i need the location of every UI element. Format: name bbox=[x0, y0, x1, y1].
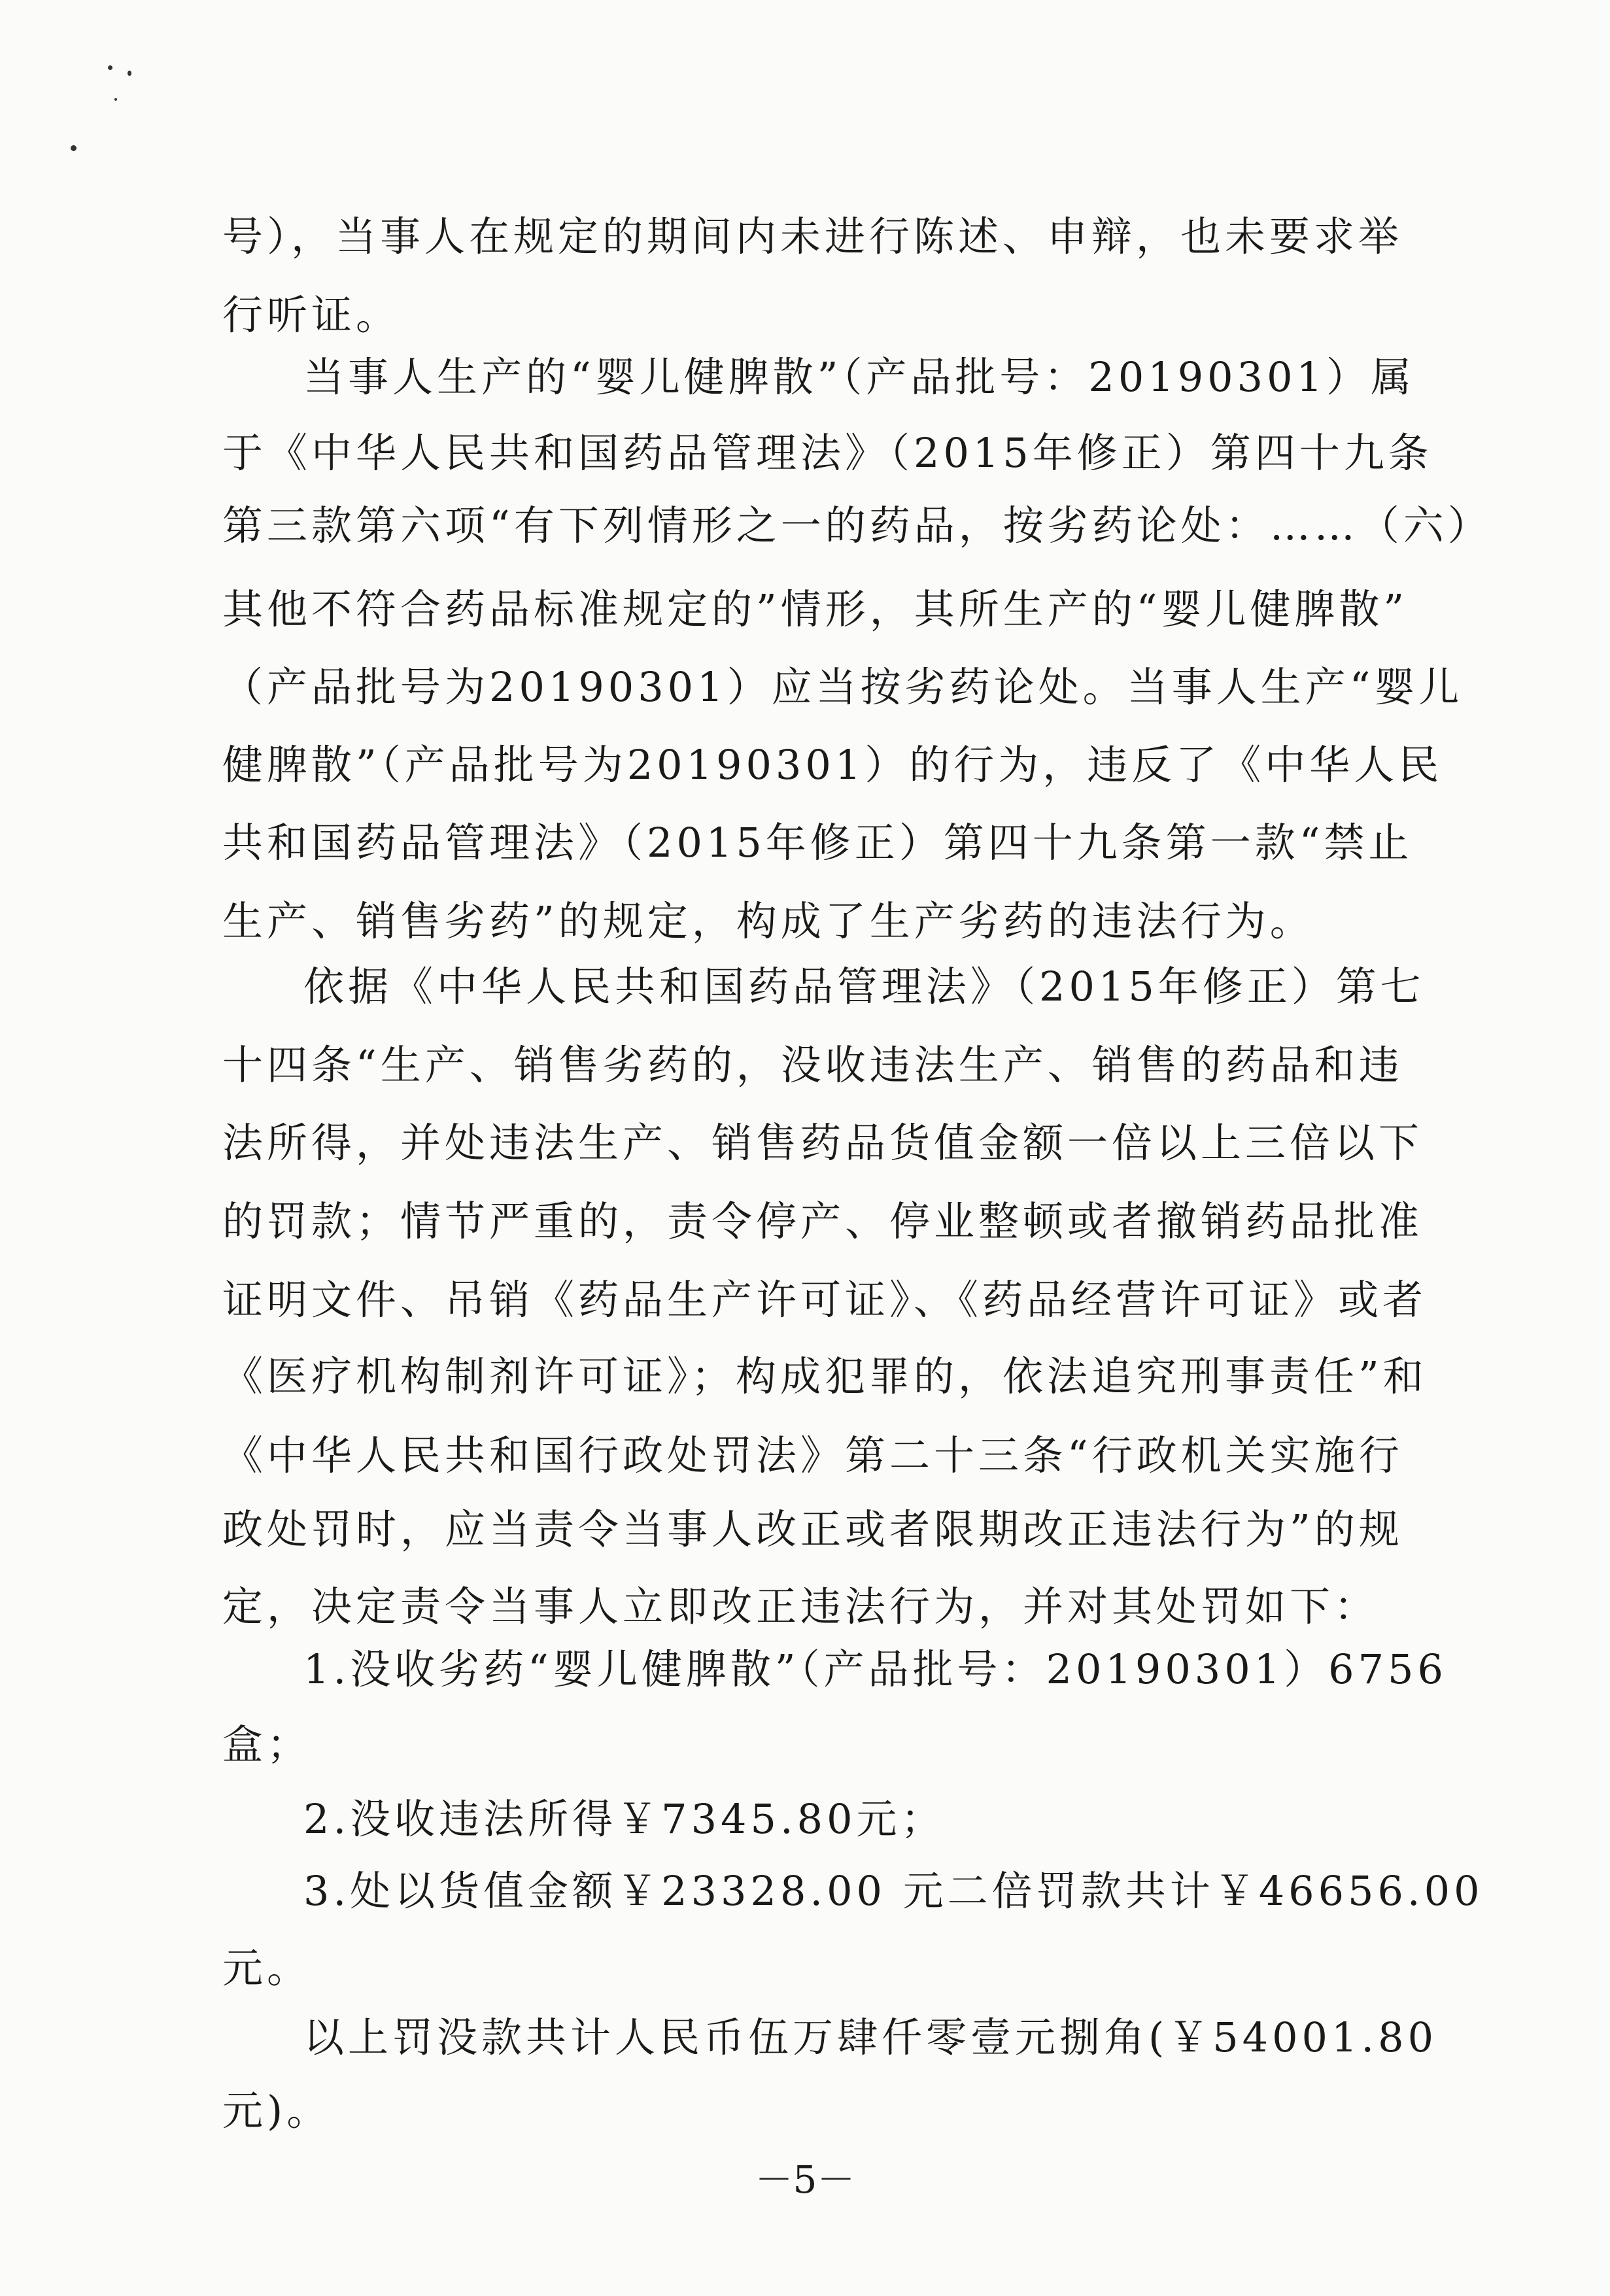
text-line: （产品批号为20190301）应当按劣药论处。当事人生产“婴儿 bbox=[222, 663, 1464, 711]
text-line: 行听证。 bbox=[222, 291, 401, 339]
penalty-item: 2.没收违法所得￥7345.80元； bbox=[303, 1795, 946, 1843]
penalty-item: 1.没收劣药“婴儿健脾散”（产品批号：20190301）6756 bbox=[303, 1645, 1447, 1693]
penalty-item: 3.处以货值金额￥23328.00 元二倍罚款共计￥46656.00 bbox=[303, 1867, 1484, 1915]
text-line: 盒； bbox=[222, 1721, 312, 1768]
text-line: 健脾散”（产品批号为20190301）的行为，违反了《中华人民 bbox=[222, 741, 1443, 789]
text-line: 《中华人民共和国行政处罚法》第二十三条“行政机关实施行 bbox=[222, 1431, 1403, 1479]
text-line: 定，决定责令当事人立即改正违法行为，并对其处罚如下： bbox=[222, 1583, 1379, 1630]
text-line: 共和国药品管理法》（2015年修正）第四十九条第一款“禁止 bbox=[222, 819, 1413, 866]
page-number: －5－ bbox=[755, 2157, 855, 2202]
text-line: 的罚款；情节严重的，责令停产、停业整顿或者撤销药品批准 bbox=[222, 1197, 1424, 1245]
text-line: 依据《中华人民共和国药品管理法》（2015年修正）第七 bbox=[303, 963, 1425, 1010]
text-line: 法所得，并处违法生产、销售药品货值金额一倍以上三倍以下 bbox=[222, 1119, 1424, 1167]
text-line: 其他不符合药品标准规定的”情形，其所生产的“婴儿健脾散” bbox=[222, 585, 1409, 633]
text-line: 元。 bbox=[222, 1944, 312, 1992]
text-line: 政处罚时，应当责令当事人改正或者限期改正违法行为”的规 bbox=[222, 1505, 1403, 1553]
text-line: 十四条“生产、销售劣药的，没收违法生产、销售的药品和违 bbox=[222, 1041, 1403, 1089]
text-line: 生产、销售劣药”的规定，构成了生产劣药的违法行为。 bbox=[222, 897, 1314, 945]
penalty-total: 以上罚没款共计人民币伍万肆仟零壹元捌角(￥54001.80 bbox=[303, 2013, 1438, 2061]
text-line: 《医疗机构制剂许可证》；构成犯罪的，依法追究刑事责任”和 bbox=[222, 1352, 1428, 1400]
text-line: 号），当事人在规定的期间内未进行陈述、申辩，也未要求举 bbox=[222, 213, 1403, 260]
text-line: 当事人生产的“婴儿健脾散”（产品批号：20190301）属 bbox=[303, 353, 1415, 401]
text-line: 于《中华人民共和国药品管理法》（2015年修正）第四十九条 bbox=[222, 429, 1433, 477]
text-line: 元)。 bbox=[222, 2087, 332, 2134]
text-line: 第三款第六项“有下列情形之一的药品，按劣药论处：……（六） bbox=[222, 502, 1492, 549]
text-line: 证明文件、吊销《药品生产许可证》、《药品经营许可证》或者 bbox=[222, 1276, 1428, 1324]
